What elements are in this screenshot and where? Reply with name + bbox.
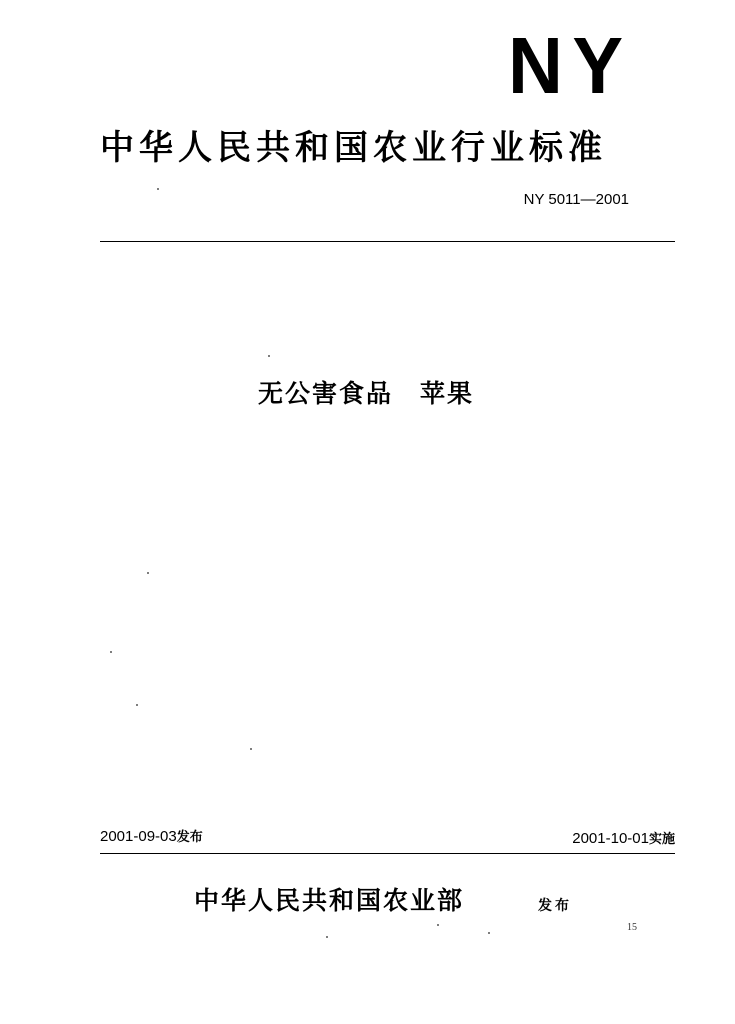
bottom-divider <box>100 853 675 854</box>
issue-date: 2001-09-03 <box>100 828 177 845</box>
standard-number: NY 5011—2001 <box>523 191 629 208</box>
scan-speck <box>326 936 328 938</box>
scan-speck <box>268 355 270 357</box>
implement-label: 实施 <box>648 832 675 847</box>
standard-category-title: 中华人民共和国农业行业标准 <box>100 128 607 168</box>
scan-speck <box>110 651 112 653</box>
scan-speck <box>250 748 252 750</box>
issue-date-line <box>100 827 203 848</box>
scan-speck <box>437 924 439 926</box>
document-title: 无公害食品 苹果 <box>258 379 475 408</box>
issue-label: 发布 <box>176 830 203 845</box>
implement-date: 2001-10-01 <box>572 830 649 847</box>
top-divider <box>100 241 675 242</box>
publisher-label: 发布 <box>538 898 572 914</box>
standard-code-mark: NY <box>508 21 633 110</box>
publisher-name: 中华人民共和国农业部 <box>194 886 465 915</box>
implement-date-line <box>572 829 675 850</box>
scan-speck <box>147 572 149 574</box>
scan-speck <box>488 932 490 934</box>
page-number: 15 <box>627 922 637 933</box>
scan-speck <box>157 188 159 190</box>
scan-speck <box>136 704 138 706</box>
